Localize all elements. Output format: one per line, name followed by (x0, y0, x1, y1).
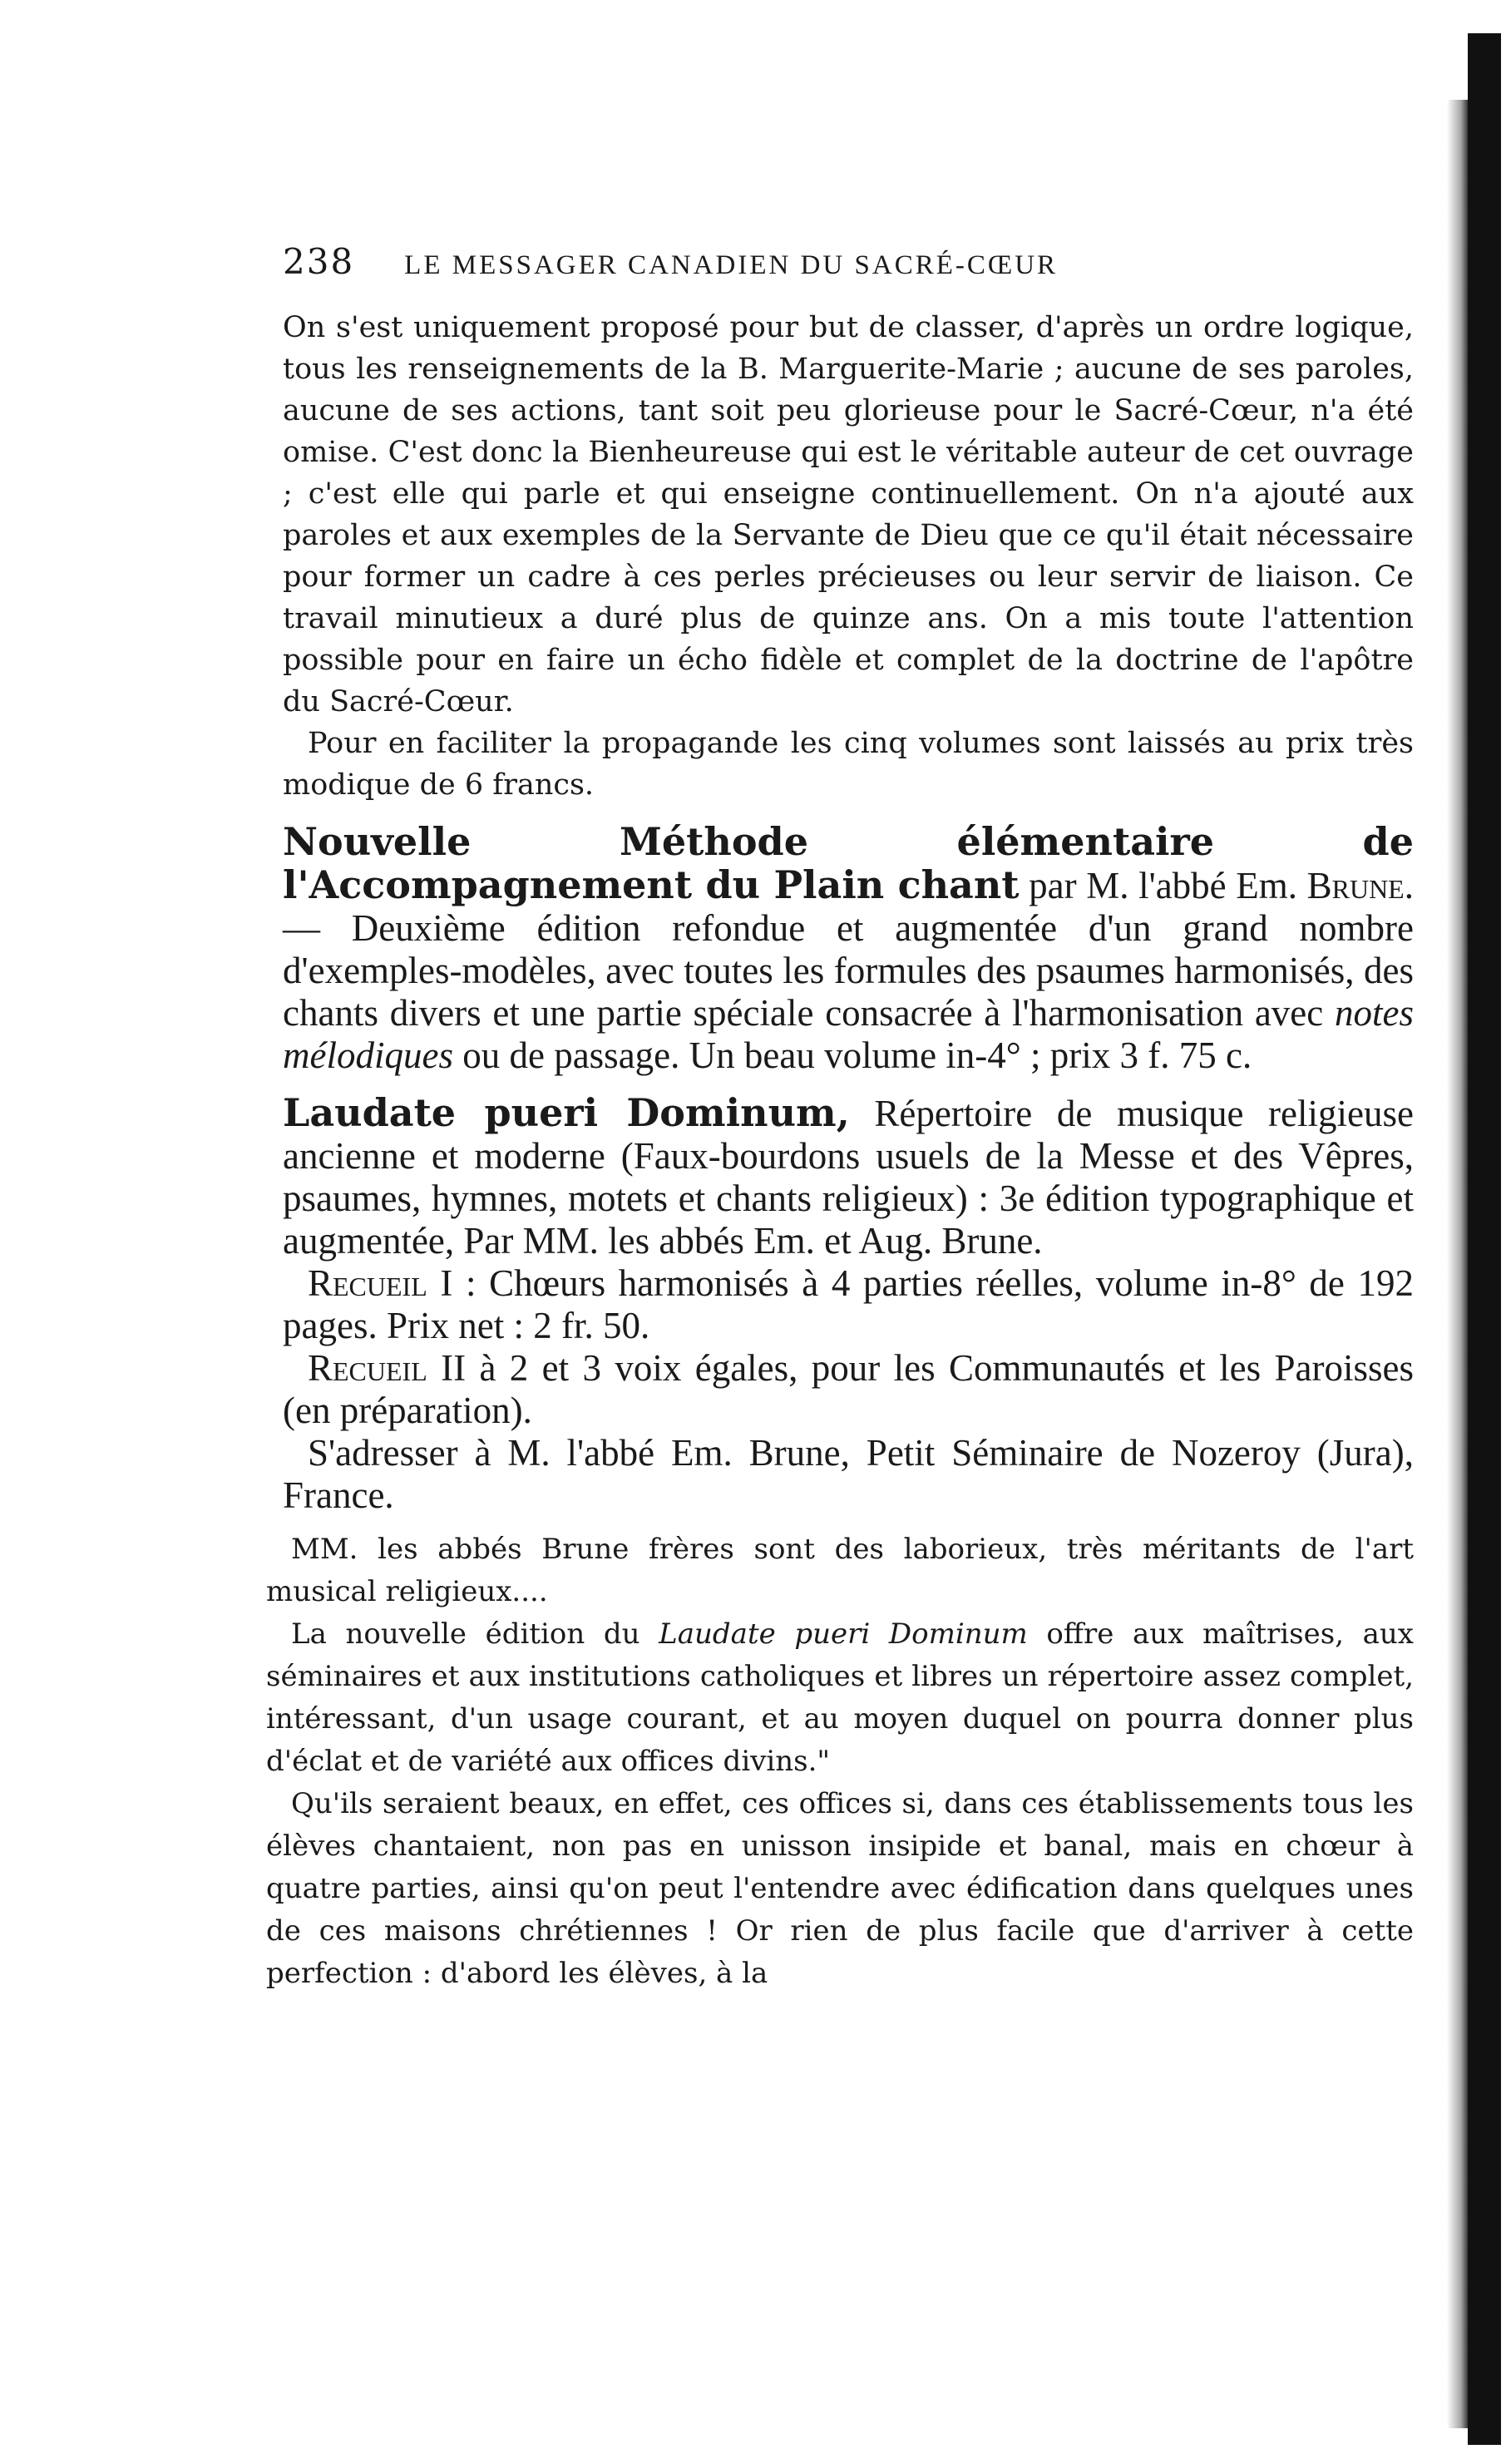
review-p2-start: La nouvelle édition du (291, 1617, 659, 1651)
methode-author-prefix: par M. l'abbé Em. (1019, 865, 1307, 906)
scan-binding-edge (1468, 33, 1501, 2445)
intro-price-paragraph: Pour en faciliter la propagande les cinq volumes sont laissés au prix très modique de 6 francs. (283, 727, 1414, 802)
recueil-2-text: à 2 et 3 voix égales, pour les Communautés et les Paroisses (en préparation). (283, 1347, 1414, 1431)
methode-price: ou de passage. Un beau volume in-4° ; prix 3 f. 75 c. (452, 1034, 1252, 1076)
order-address: S'adresser à M. l'abbé Em. Brune, Petit Séminaire de Nozeroy (Jura), France. (283, 1432, 1414, 1516)
methode-italic-term: notes mélodiques (283, 992, 1414, 1076)
recueil-1 (283, 1262, 1414, 1347)
laudate-notice (283, 1092, 1414, 1262)
methode-notice (283, 821, 1414, 1077)
recueil-1-text: : Chœurs harmonisés à 4 parties réelles, volume in-8° de 192 pages. Prix net : 2 fr. 50. (283, 1262, 1414, 1346)
page (266, 241, 1414, 1995)
page-header (283, 241, 1414, 282)
laudate-description: Répertoire de musique religieuse ancienne et moderne (Faux-bourdons usuels de la Messe et des Vêpres, psaumes, hymnes, motets et chants religieux) : 3e édition typographique et augmentée, Par MM. les abbés Em. et Aug. Brune. (283, 1093, 1414, 1262)
review-p2-title: Laudate pueri Dominum (659, 1617, 1028, 1651)
page-number: 238 (283, 241, 355, 282)
methode-description: . — Deuxième édition refondue et augmentée d'un grand nombre d'exemples-modèles, avec toutes les formules des psaumes harmonisés, des chants divers et une partie spéciale consacrée à l'harmonisation avec (283, 865, 1414, 1034)
review-p2-end: offre aux maîtrises, aux séminaires et aux institutions catholiques et libres un répertoire assez complet, intéressant, d'un usage courant, et au moyen duquel on pourra donner plus d'éclat et de variété aux offices divins." (266, 1617, 1414, 1778)
review-paragraph-1: MM. les abbés Brune frères sont des laborieux, très méritants de l'art musical religieux.... (266, 1533, 1414, 1608)
review-quote (266, 1528, 1414, 1995)
recueil-1-label: Recueil I (308, 1262, 453, 1304)
methode-author-name: Brune (1306, 865, 1405, 906)
intro-paragraph: On s'est uniquement proposé pour but de classer, d'après un ordre logique, tous les renseignements de la B. Marguerite-Marie ; aucune de ses paroles, aucune de ses actions, tant soit peu glorieuse pour le Sacré-Cœur, n'a été omise. C'est donc la Bienheureuse qui est le véritable auteur de cet ouvrage ; c'est elle qui parle et qui enseigne continuellement. On n'a ajouté aux paroles et aux exemples de la Servante de Dieu que ce qu'il était nécessaire pour former un cadre à ces perles précieuses ou leur servir de liaison. Ce travail minutieux a duré plus de quinze ans. On a mis toute l'attention possible pour en faire un écho fidèle et complet de la doctrine de l'apôtre du Sacré-Cœur. (283, 311, 1414, 718)
review-paragraph-3: Qu'ils seraient beaux, en effet, ces offices si, dans ces établissements tous les élèves chantaient, non pas en unisson insipide et banal, mais en chœur à quatre parties, ainsi qu'on peut l'entendre avec édification dans quelques unes de ces maisons chrétiennes ! Or rien de plus facile que d'arriver à cette perfection : d'abord les élèves, à la (266, 1787, 1414, 1990)
methode-title: Nouvelle Méthode élémentaire de l'Accompagnement du Plain chant (283, 819, 1414, 907)
scan-shadow (1447, 100, 1470, 2428)
recueil-2-label: Recueil II (308, 1347, 467, 1389)
running-title: LE MESSAGER CANADIEN DU SACRÉ-CŒUR (404, 250, 1059, 280)
recueil-2 (283, 1347, 1414, 1432)
laudate-title: Laudate pueri Dominum, (283, 1090, 850, 1135)
review-paragraph-2 (266, 1613, 1414, 1783)
